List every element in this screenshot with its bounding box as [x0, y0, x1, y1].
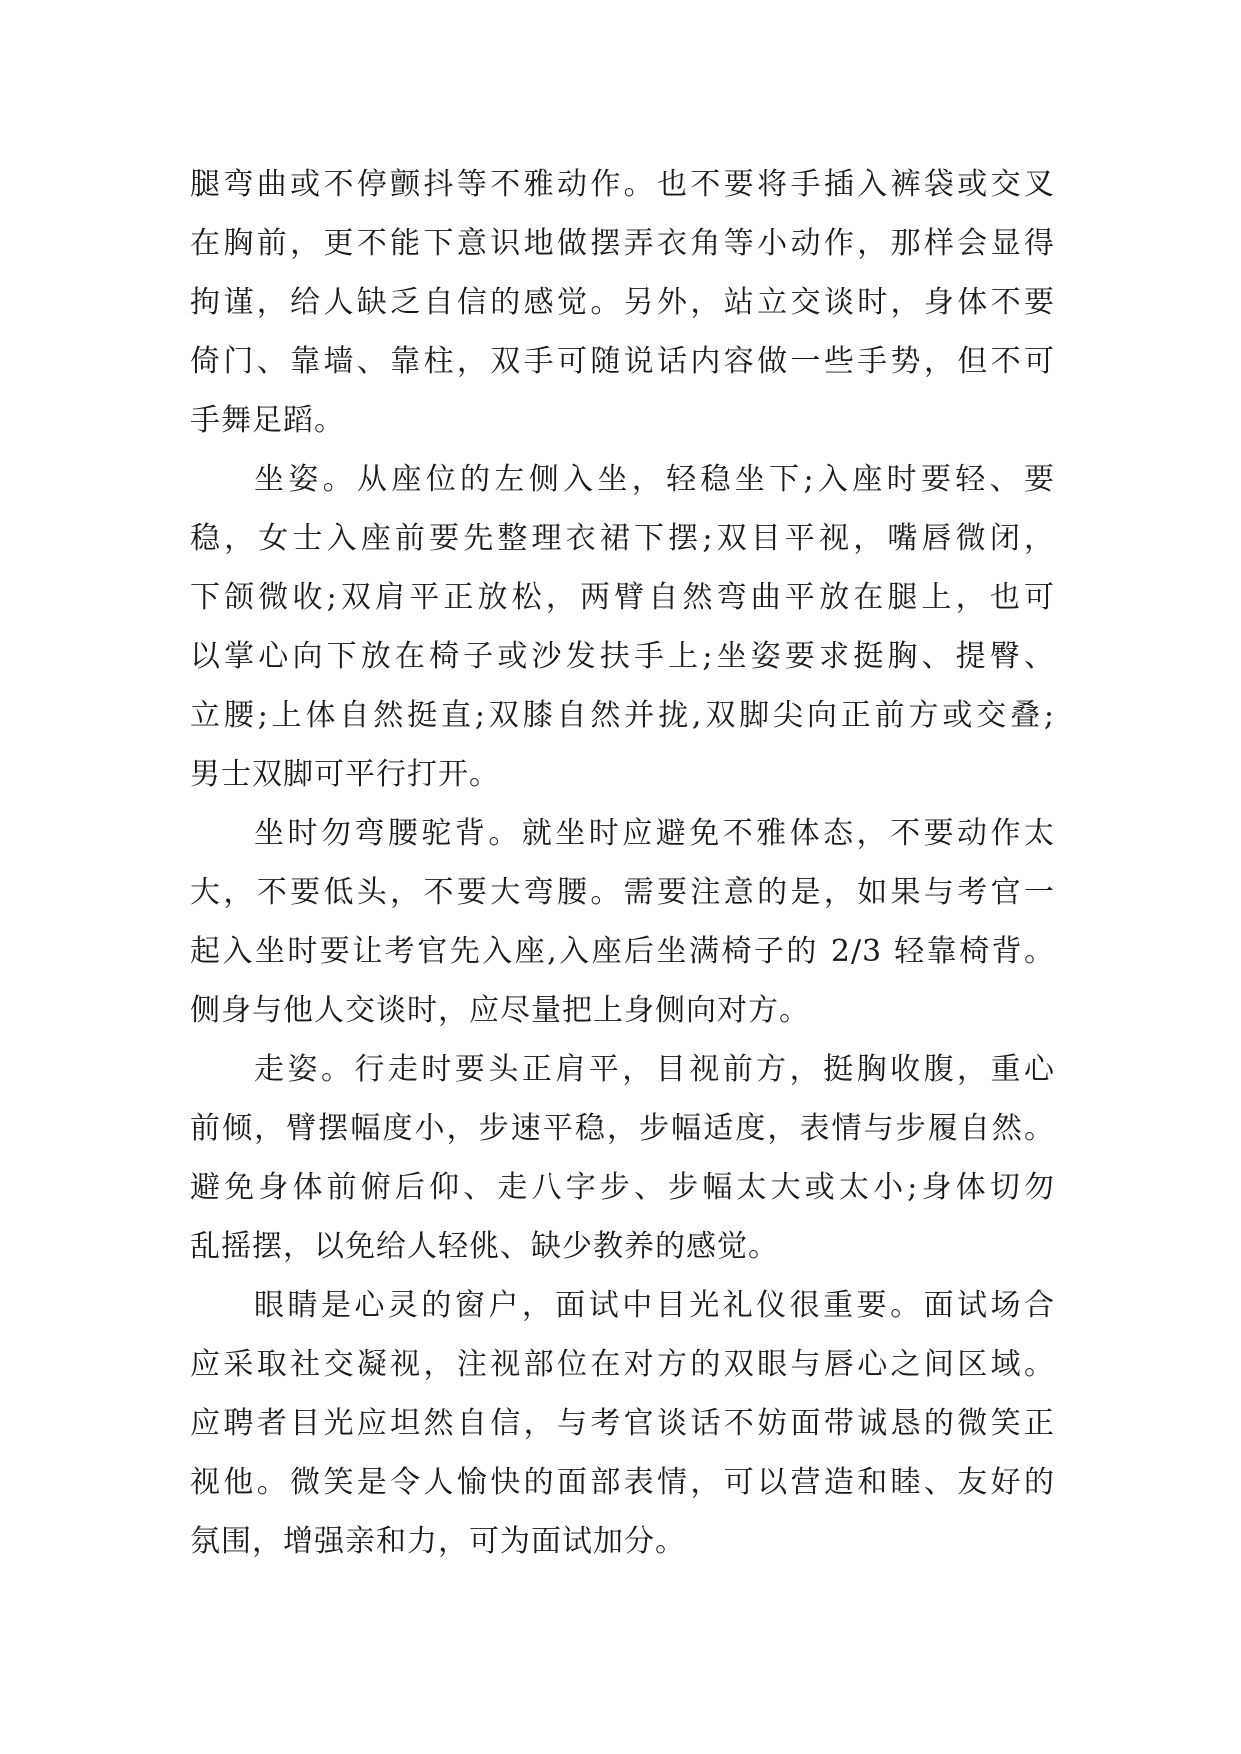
paragraph — [190, 450, 1055, 804]
text-line: 腿弯曲或不停颤抖等不雅动作。也不要将手插入裤袋或交叉 — [190, 167, 1055, 202]
text-line: 侧身与他人交谈时，应尽量把上身侧向对方。 — [190, 993, 810, 1028]
text-line: 在胸前，更不能下意识地做摆弄衣角等小动作，那样会显得 — [190, 226, 1055, 261]
paragraph — [190, 1040, 1055, 1276]
text-line: 氛围，增强亲和力，可为面试加分。 — [190, 1524, 686, 1559]
text-line: 坐时勿弯腰驼背。就坐时应避免不雅体态，不要动作太 — [254, 816, 1055, 851]
document-body — [190, 155, 1055, 1571]
text-line: 前倾，臂摆幅度小，步速平稳，步幅适度，表情与步履自然。 — [190, 1111, 1055, 1146]
text-line: 男士双脚可平行打开。 — [190, 757, 500, 792]
text-line: 拘谨，给人缺乏自信的感觉。另外，站立交谈时，身体不要 — [190, 285, 1055, 320]
text-line: 走姿。行走时要头正肩平，目视前方，挺胸收腹，重心 — [254, 1052, 1055, 1087]
text-line: 乱摇摆，以免给人轻佻、缺少教养的感觉。 — [190, 1229, 779, 1264]
paragraph — [190, 155, 1055, 450]
text-line: 应采取社交凝视，注视部位在对方的双眼与唇心之间区域。 — [190, 1347, 1055, 1382]
text-line: 大，不要低头，不要大弯腰。需要注意的是，如果与考官一 — [190, 875, 1055, 910]
text-line: 视他。微笑是令人愉快的面部表情，可以营造和睦、友好的 — [190, 1465, 1055, 1500]
text-line: 起入坐时要让考官先入座,入座后坐满椅子的 2/3 轻靠椅背。 — [190, 934, 1055, 969]
text-line: 稳，女士入座前要先整理衣裙下摆;双目平视，嘴唇微闭， — [190, 521, 1055, 556]
text-line: 眼睛是心灵的窗户，面试中目光礼仪很重要。面试场合 — [254, 1288, 1055, 1323]
paragraph — [190, 1276, 1055, 1571]
text-line: 避免身体前俯后仰、走八字步、步幅太大或太小;身体切勿 — [190, 1170, 1055, 1205]
paragraph — [190, 804, 1055, 1040]
text-line: 下颌微收;双肩平正放松，两臂自然弯曲平放在腿上，也可 — [190, 580, 1055, 615]
text-line: 手舞足蹈。 — [190, 403, 345, 438]
text-line: 以掌心向下放在椅子或沙发扶手上;坐姿要求挺胸、提臀、 — [190, 639, 1055, 674]
text-line: 倚门、靠墙、靠柱，双手可随说话内容做一些手势，但不可 — [190, 344, 1055, 379]
text-line: 坐姿。从座位的左侧入坐，轻稳坐下;入座时要轻、要 — [254, 462, 1055, 497]
text-line: 立腰;上体自然挺直;双膝自然并拢,双脚尖向正前方或交叠; — [190, 698, 1055, 733]
text-line: 应聘者目光应坦然自信，与考官谈话不妨面带诚恳的微笑正 — [190, 1406, 1055, 1441]
